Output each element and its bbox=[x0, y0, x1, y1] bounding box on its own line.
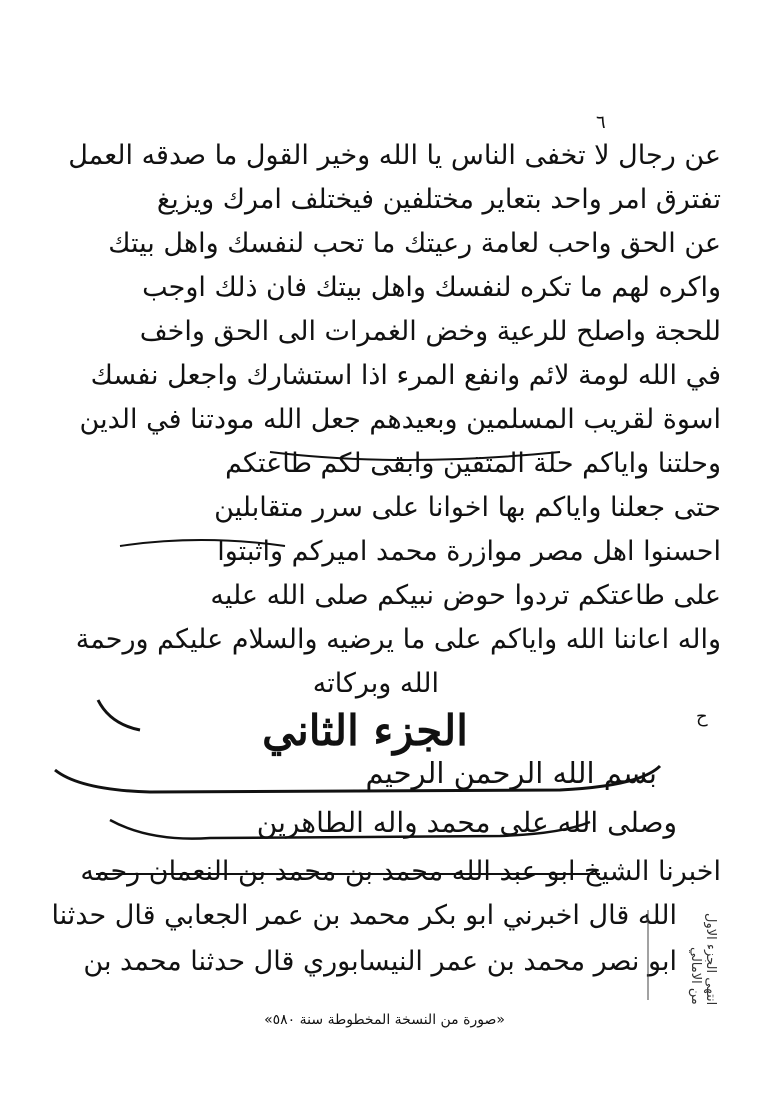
text-line-6: في الله لومة لائم وانفع المرء اذا استشارك واجعل نفسك bbox=[90, 360, 721, 391]
section-heading: الجزء الثاني bbox=[262, 706, 468, 755]
margin-symbol: ح bbox=[696, 706, 708, 727]
text-line-3: عن الحق واحب لعامة رعيتك ما تحب لنفسك واهل بيتك bbox=[108, 228, 721, 259]
basmala: بسم الله الرحمن الرحيم bbox=[365, 756, 657, 790]
text-line-1: عن رجال لا تخفى الناس يا الله وخير القول ما صدقه العمل bbox=[68, 140, 721, 171]
text-line-10: احسنوا اهل مصر موازرة محمد اميركم واثبتوا bbox=[217, 536, 721, 567]
text-line-2: تفترق امر واحد بتعاير مختلفين فيختلف امرك ويزيغ bbox=[156, 184, 721, 215]
text-line-11: على طاعتكم تردوا حوض نبيكم صلى الله عليه bbox=[210, 580, 721, 611]
text-line-13: الله وبركاته bbox=[312, 668, 439, 699]
text-line-after-3: ابو نصر محمد بن عمر النيسابوري قال حدثنا محمد بن bbox=[83, 946, 677, 977]
text-line-9: حتى جعلنا واياكم بها اخوانا على سرر متقابلين bbox=[214, 492, 721, 523]
text-line-after-1: اخبرنا الشيخ ابو عبد الله محمد بن محمد بن النعمان رحمه bbox=[80, 856, 721, 887]
text-line-4: واكره لهم ما تكره لنفسك واهل بيتك فان ذلك اوجب bbox=[142, 272, 721, 303]
text-line-after-2: الله قال اخبرني ابو بكر محمد بن عمر الجعابي قال حدثنا bbox=[51, 900, 677, 931]
text-line-7: اسوة لقريب المسلمين وبعيدهم جعل الله مودتنا في الدين bbox=[79, 404, 721, 435]
page-number: ٦ bbox=[596, 112, 606, 133]
text-line-8: وحلتنا واياكم حلة المتقين وابقى لكم طاعتكم bbox=[225, 448, 721, 479]
blessing-line: وصلى الله على محمد واله الطاهرين bbox=[256, 806, 677, 839]
text-line-12: واله اعاننا الله واياكم على ما يرضيه والسلام عليكم ورحمة bbox=[75, 624, 721, 655]
text-line-5: للحجة واصلح للرعية وخض الغمرات الى الحق واخف bbox=[139, 316, 721, 347]
image-caption: «صورة من النسخة المخطوطة سنة ٥٨٠» bbox=[264, 1012, 505, 1028]
margin-note: انتهى الجزء الاول من الامالي bbox=[688, 912, 718, 1005]
